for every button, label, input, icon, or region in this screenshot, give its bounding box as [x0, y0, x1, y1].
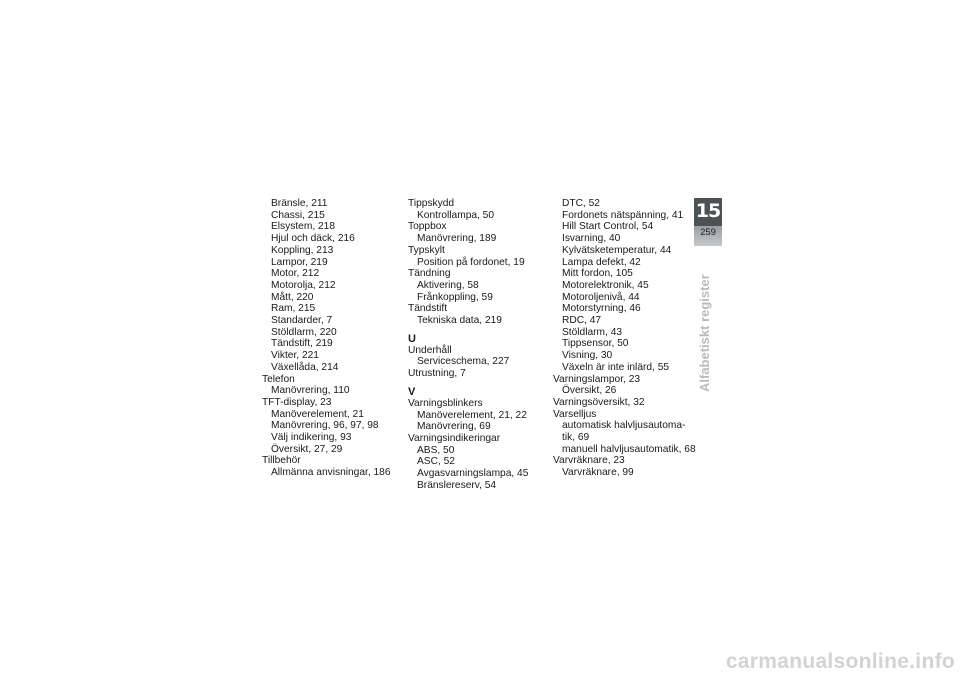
index-entry-sub: Bränslereserv, 54 [417, 479, 497, 491]
index-entry-sub: Motorelektronik, 45 [562, 279, 649, 291]
index-entry-sub: Motoroljenivå, 44 [562, 291, 640, 303]
chapter-tab [694, 198, 722, 246]
index-entry-sub: Fordonets nätspänning, 41 [562, 209, 684, 221]
index-entry-sub: Stöldlarm, 220 [271, 326, 337, 338]
index-entry-sub: Översikt, 27, 29 [271, 443, 343, 455]
chapter-number: 15 [695, 200, 721, 222]
index-entry-sub: Hjul och däck, 216 [271, 233, 355, 245]
index-entry-sub: Välj indikering, 93 [271, 432, 352, 444]
index-entry-main: Tändstift [408, 303, 448, 315]
index-entry-sub: Motorolja, 212 [271, 279, 336, 291]
index-entry-sub: Stöldlarm, 43 [562, 326, 623, 338]
index-entry-sub: Standarder, 7 [271, 315, 333, 327]
index-entry-sub: Isvarning, 40 [562, 233, 621, 245]
index-entry-sub: Visning, 30 [562, 350, 613, 362]
index-entry-main: Tändning [408, 268, 451, 280]
index-entry-sub: Översikt, 26 [562, 385, 617, 397]
index-entry-sub: Position på fordonet, 19 [417, 256, 525, 268]
index-entry-sub: Manövrering, 96, 97, 98 [271, 420, 379, 432]
index-entry-sub: Kylvätsketemperatur, 44 [562, 244, 672, 256]
index-column-1 [262, 198, 390, 479]
index-entry-sub: Frånkoppling, 59 [417, 291, 493, 303]
index-entry-sub: Växeln är inte inlärd, 55 [562, 361, 670, 373]
index-entry-sub: Avgasvarningslampa, 45 [417, 468, 529, 480]
index-entry-sub: Manövrering, 69 [417, 421, 491, 433]
index-entry-sub: Tippsensor, 50 [562, 338, 629, 350]
index-entry-sub: ASC, 52 [417, 456, 455, 468]
index-entry-main: Varningsöversikt, 32 [553, 396, 645, 408]
index-entry-sub: Chassi, 215 [271, 209, 325, 221]
index-section-letter: V [408, 385, 416, 398]
index-entry-sub: Motor, 212 [271, 268, 320, 280]
index-entry-main: Varningsindikeringar [408, 432, 501, 444]
index-column-3 [553, 198, 696, 479]
index-entry-sub: Växellåda, 214 [271, 361, 339, 373]
index-entry-sub: manuell halvljusautomatik, 68 [562, 443, 696, 455]
index-entry-sub: ABS, 50 [417, 444, 455, 456]
index-entry-sub: Manövrering, 110 [271, 385, 350, 397]
index-entry-sub: Manövrering, 189 [417, 233, 497, 245]
index-entry-sub: Bränsle, 211 [271, 198, 328, 209]
index-entry-sub: Elsystem, 218 [271, 221, 335, 233]
index-entry-sub: DTC, 52 [562, 198, 600, 209]
page-number: 259 [700, 227, 716, 238]
index-entry-sub: RDC, 47 [562, 315, 602, 327]
index-entry-main: Typskylt [408, 244, 445, 256]
index-entry-sub: Manöverelement, 21, 22 [417, 409, 527, 421]
index-entry-sub: automatisk halvljusautoma-tik, 69 [562, 420, 686, 444]
index-entry-sub: Koppling, 213 [271, 244, 334, 256]
index-entry-sub: Varvräknare, 99 [562, 467, 634, 479]
index-entry-main: Utrustning, 7 [408, 368, 466, 380]
index-section-letter: U [408, 332, 416, 345]
index-entry-sub: Tekniska data, 219 [417, 315, 502, 327]
index-entry-sub: Vikter, 221 [271, 350, 319, 362]
index-entry-main: Toppbox [408, 221, 447, 233]
index-entry-sub: Lampor, 219 [271, 256, 328, 268]
index-entry-sub: Motorstyrning, 46 [562, 303, 641, 315]
index-entry-sub: Mitt fordon, 105 [562, 268, 633, 280]
index-entry-sub: Serviceschema, 227 [417, 356, 510, 368]
index-entry-sub: Manöverelement, 21 [271, 408, 364, 420]
index-entry-sub: Lampa defekt, 42 [562, 256, 641, 268]
side-title: Alfabetiskt register [697, 274, 712, 392]
index-entry-sub: Mått, 220 [271, 291, 314, 303]
index-entry-sub: Hill Start Control, 54 [562, 221, 654, 233]
index-entry-main: Underhåll [408, 344, 452, 356]
index-entry-sub: Ram, 215 [271, 303, 316, 315]
index-entry-main: Varningslampor, 23 [553, 373, 641, 385]
index-entry-main: Varselljus [553, 408, 597, 420]
side-title-container [697, 274, 714, 392]
index-entry-main: Varvräknare, 23 [553, 455, 625, 467]
index-entry-sub: Aktivering, 58 [417, 279, 479, 291]
index-entry-main: Telefon [262, 373, 295, 385]
index-entry-main: Varningsblinkers [408, 397, 483, 409]
index-entry-main: Tippskydd [408, 198, 455, 209]
index-entry-sub: Tändstift, 219 [271, 338, 333, 350]
index-column-2 [408, 198, 540, 491]
index-entry-main: TFT-display, 23 [262, 396, 332, 408]
index-entry-sub: Allmänna anvisningar, 186 [271, 467, 391, 479]
watermark: carmanualsonline.info [725, 650, 955, 673]
index-entry-main: Tillbehör [262, 455, 301, 467]
index-entry-sub: Kontrollampa, 50 [417, 209, 495, 221]
